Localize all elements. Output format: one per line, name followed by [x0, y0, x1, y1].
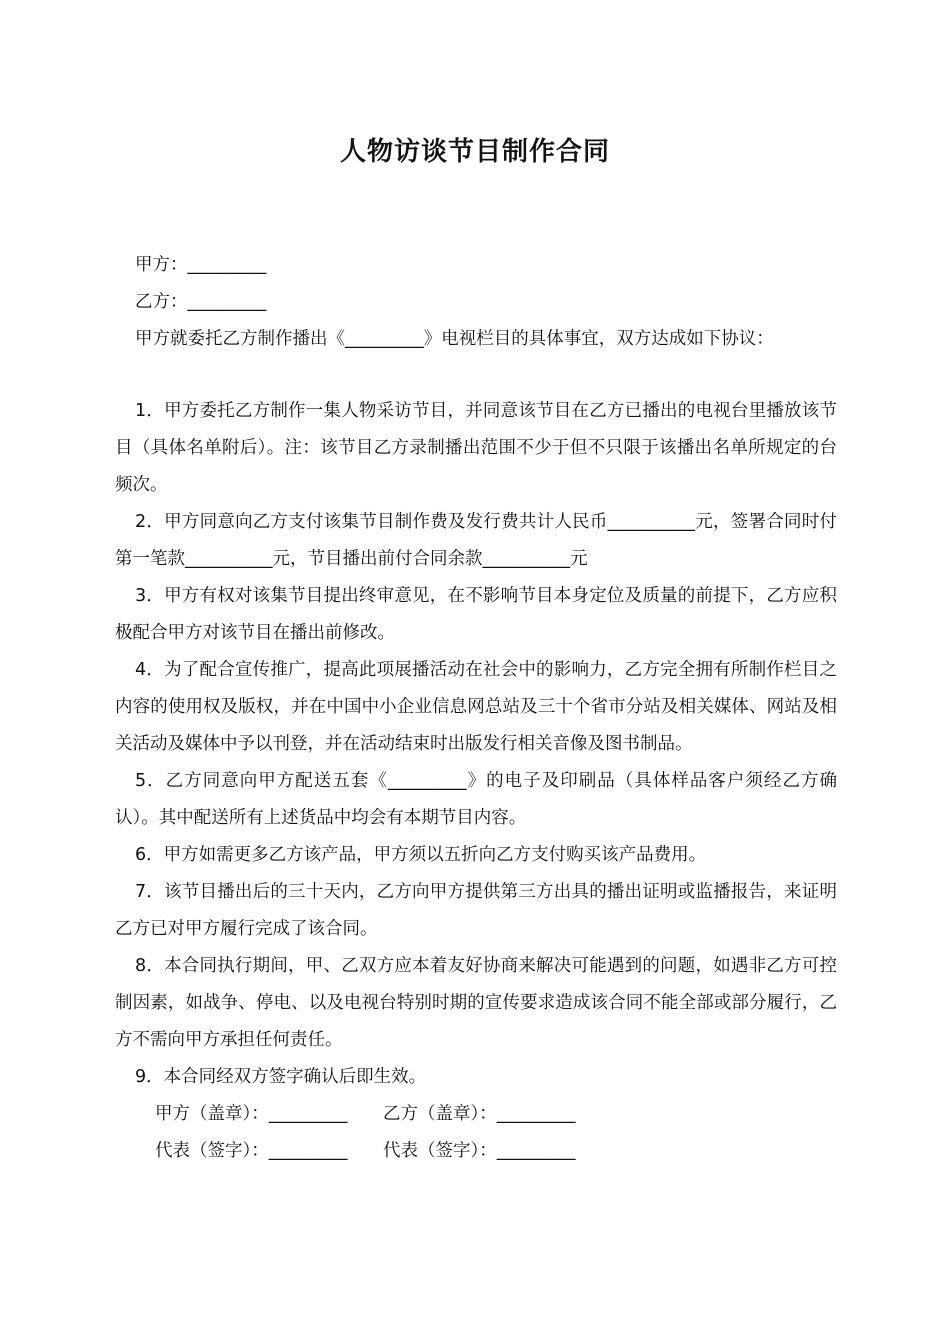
- clause-3: 3．甲方有权对该集节目提出终审意见，在不影响节目本身定位及质量的前提下，乙方应积极配合甲方对该节目在播出前修改。: [115, 586, 837, 643]
- party-a-seal: 甲方（盖章）：_________: [155, 1104, 348, 1124]
- clause-6: 6．甲方如需更多乙方该产品，甲方须以五折向乙方支付购买该产品费用。: [135, 845, 707, 865]
- representative-row: [115, 1133, 837, 1170]
- document-body: [115, 247, 837, 1170]
- clause-5: 5．乙方同意向甲方配送五套《_________》的电子及印刷品（具体样品客户须经乙方确认）。其中配送所有上述货品中均会有本期节目内容。: [115, 771, 837, 828]
- document-title: 人物访谈节目制作合同: [339, 137, 610, 167]
- clause-8: 8．本合同执行期间，甲、乙双方应本着友好协商来解决可能遇到的问题，如遇非乙方可控制因素，如战争、停电、以及电视台特别时期的宣传要求造成该合同不能全部或部分履行，乙方不需向甲方承担任何责任。: [115, 956, 837, 1050]
- party-a-representative: 代表（签字）：_________: [155, 1141, 348, 1161]
- paragraph-gap: [115, 358, 837, 393]
- party-b-seal: 乙方（盖章）：_________: [383, 1104, 576, 1124]
- party-b-representative: 代表（签字）：_________: [383, 1141, 576, 1161]
- party-b-line: 乙方：_________: [135, 292, 267, 312]
- intro-paragraph: 甲方就委托乙方制作播出《_________》电视栏目的具体事宜，双方达成如下协议：: [135, 329, 774, 349]
- clause-7: 7．该节目播出后的三十天内，乙方向甲方提供第三方出具的播出证明或监播报告，来证明乙方已对甲方履行完成了该合同。: [115, 882, 837, 939]
- clause-9: 9．本合同经双方签字确认后即生效。: [135, 1067, 427, 1087]
- clause-1: 1．甲方委托乙方制作一集人物采访节目，并同意该节目在乙方已播出的电视台里播放该节目（具体名单附后）。注：该节目乙方录制播出范围不少于但不只限于该播出名单所规定的台频次。: [115, 401, 837, 495]
- clause-2: 2．甲方同意向乙方支付该集节目制作费及发行费共计人民币__________元，签署合同时付第一笔款__________元，节目播出前付合同余款__________元: [115, 512, 837, 569]
- clause-4: 4．为了配合宣传推广，提高此项展播活动在社会中的影响力，乙方完全拥有所制作栏目之内容的使用权及版权，并在中国中小企业信息网总站及三十个省市分站及相关媒体、网站及相关活动及媒体中予以刊登，并在活动结束时出版发行相关音像及图书制品。: [115, 660, 837, 754]
- seal-row: [115, 1096, 837, 1133]
- party-a-line: 甲方：_________: [135, 255, 267, 275]
